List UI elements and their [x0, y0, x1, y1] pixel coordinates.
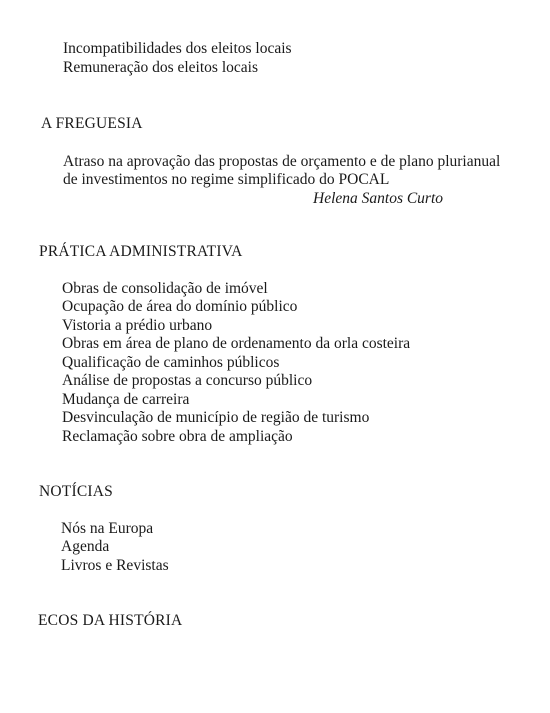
toc-item: Análise de propostas a concurso público: [62, 372, 313, 389]
section-heading-pratica-administrativa: PRÁTICA ADMINISTRATIVA: [39, 243, 243, 260]
toc-item-agenda: Agenda: [61, 538, 110, 555]
toc-item-livros-revistas: Livros e Revistas: [61, 557, 169, 574]
toc-item-remuneracao: Remuneração dos eleitos locais: [63, 59, 258, 76]
toc-item: Ocupação de área do domínio público: [62, 298, 298, 315]
toc-item: Obras em área de plano de ordenamento da orla costeira: [62, 335, 411, 352]
section-heading-noticias: NOTÍCIAS: [39, 483, 113, 500]
toc-item-nos-na-europa: Nós na Europa: [61, 520, 154, 537]
toc-item: Desvinculação de município de região de turismo: [62, 409, 370, 426]
toc-item: Qualificação de caminhos públicos: [62, 354, 280, 371]
toc-item: Mudança de carreira: [62, 391, 190, 408]
section-heading-freguesia: A FREGUESIA: [41, 115, 143, 132]
toc-item: Vistoria a prédio urbano: [62, 317, 213, 334]
toc-item-incompatibilidades: Incompatibilidades dos eleitos locais: [63, 40, 292, 57]
toc-item: Reclamação sobre obra de ampliação: [62, 428, 293, 445]
toc-item-atraso-line1: Atraso na aprovação das propostas de orçamento e de plano plurianual: [63, 153, 501, 170]
toc-item: Obras de consolidação de imóvel: [62, 280, 268, 297]
toc-item-atraso-line2: de investimentos no regime simplificado do POCAL: [63, 171, 390, 188]
article-author: Helena Santos Curto: [313, 190, 444, 207]
section-heading-ecos-da-historia: ECOS DA HISTÓRIA: [38, 612, 183, 629]
